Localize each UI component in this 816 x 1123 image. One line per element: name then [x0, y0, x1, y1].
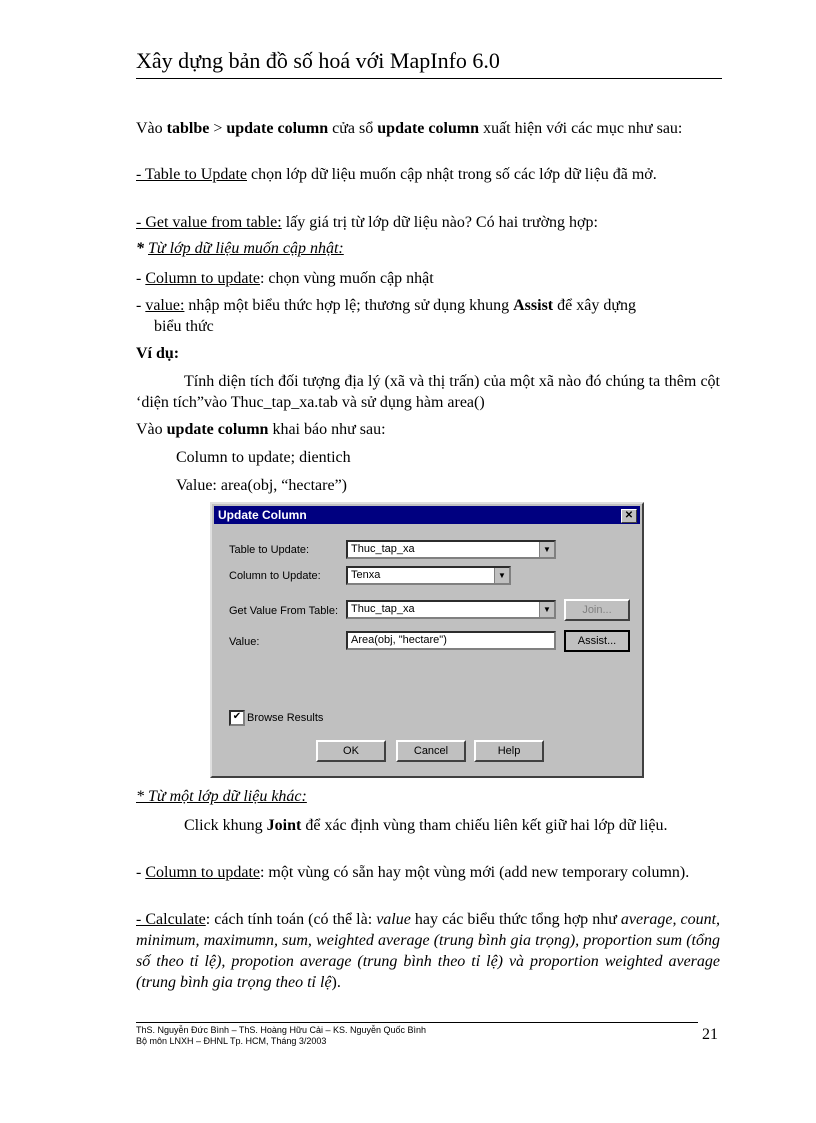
table-to-update-label: Table to Update:: [229, 544, 310, 556]
browse-results-label: Browse Results: [247, 712, 324, 724]
joint-paragraph: [136, 815, 720, 836]
text: tablbe: [166, 120, 210, 137]
example-paragraph: Tính diện tích đối tượng địa lý (xã và thị trấn) của một xã nào đó chúng ta thêm cột ‘diện tích”vào Thuc_tap_xa.tab và sử dụng hàm area(): [136, 373, 720, 411]
text: chọn lớp dữ liệu muốn cập nhật trong số các lớp dữ liệu đã mở.: [247, 166, 657, 183]
text: Column to update: [145, 864, 260, 881]
text: biểu thức: [154, 318, 214, 335]
get-value-from-table-label: Get Value From Table:: [229, 605, 339, 617]
calculate-paragraph: [136, 909, 720, 993]
column-to-update-value: Tenxa: [351, 569, 381, 581]
dialog-titlebar: [214, 506, 640, 524]
assist-button[interactable]: Assist...: [564, 630, 630, 652]
get-value-paragraph: [136, 212, 720, 233]
text: Click khung: [184, 817, 267, 834]
text: hay các biểu thức tổng hợp như: [410, 911, 621, 928]
column-to-update-paragraph: [136, 268, 720, 289]
text: value: [376, 911, 411, 928]
help-button[interactable]: Help: [474, 740, 544, 762]
text: Vào: [136, 120, 167, 137]
declare-line-1: Column to update; dientich: [176, 449, 351, 466]
chevron-down-icon[interactable]: ▼: [539, 602, 554, 617]
join-button[interactable]: Join...: [564, 599, 630, 621]
text: : cách tính toán (có thể là:: [205, 911, 377, 928]
chevron-down-icon[interactable]: ▼: [494, 568, 509, 583]
text: Vào: [136, 421, 167, 438]
text: xuất hiện với các mục như sau:: [479, 120, 683, 137]
text: average, count, minimum, maximumn, sum, weighted average (trung bình gia trọng), proportion sum (tổng số theo tỉ lệ), propotion average (trung bình theo tỉ lệ) và proportion weighted average (trung bình gia trọng theo tỉ lệ: [136, 911, 721, 991]
close-icon[interactable]: ✕: [621, 509, 637, 523]
get-value-from-table-value: Thuc_tap_xa: [351, 603, 415, 615]
footer-authors: ThS. Nguyễn Đức Bình – ThS. Hoàng Hữu Cải – KS. Nguyễn Quốc Bình: [136, 1025, 427, 1035]
column-to-update-select[interactable]: [346, 566, 511, 585]
text: : chọn vùng muốn cập nhật: [259, 270, 434, 287]
column-to-update-label: Column to Update:: [229, 570, 321, 582]
value-label: Value:: [229, 636, 260, 648]
text: : một vùng có sẵn hay một vùng mới (add new temporary column).: [259, 864, 690, 881]
text: -: [136, 270, 146, 287]
declare-line-2: Value: area(obj, “hectare”): [176, 477, 347, 494]
page-header-title: Xây dựng bản đồ số hoá với MapInfo 6.0: [136, 48, 722, 79]
example-heading: Ví dụ:: [136, 345, 180, 362]
page-footer: [136, 1022, 698, 1047]
text: khai báo như sau:: [268, 421, 386, 438]
chevron-down-icon[interactable]: ▼: [539, 542, 554, 557]
text: để xây dựng: [553, 297, 636, 314]
value-input[interactable]: Area(obj, "hectare"): [346, 631, 556, 650]
text: -: [136, 297, 146, 314]
table-to-update-paragraph: [136, 164, 720, 185]
table-to-update-value: Thuc_tap_xa: [351, 543, 415, 555]
intro-paragraph: [136, 118, 720, 139]
text: Từ lớp dữ liệu muốn cập nhật:: [148, 240, 344, 257]
text: để xác định vùng tham chiếu liên kết giữ hai lớp dữ liệu.: [301, 817, 668, 834]
text: Assist: [513, 297, 554, 314]
text: - Table to Update: [136, 166, 247, 183]
value-paragraph: [136, 295, 720, 337]
text: lấy giá trị từ lớp dữ liệu nào? Có hai trường hợp:: [281, 214, 598, 231]
case1-heading: [136, 238, 720, 259]
text: cửa sổ: [328, 120, 378, 137]
footer-department: Bộ môn LNXH – ĐHNL Tp. HCM, Tháng 3/2003: [136, 1036, 327, 1046]
dialog-title: Update Column: [218, 508, 307, 522]
text: update column: [226, 120, 329, 137]
text: Column to update: [145, 270, 260, 287]
text: value:: [145, 297, 185, 314]
page-number: 21: [702, 1026, 718, 1043]
text: nhập một biểu thức hợp lệ; thương sử dụng khung: [184, 297, 514, 314]
text: >: [209, 120, 227, 137]
get-value-from-table-select[interactable]: [346, 600, 556, 619]
ok-button[interactable]: OK: [316, 740, 386, 762]
text: -: [136, 864, 146, 881]
text: ).: [331, 974, 341, 991]
text: *: [136, 240, 148, 257]
update-column-dialog: [210, 502, 644, 778]
text: - Calculate: [136, 911, 206, 928]
case2-heading: * Từ một lớp dữ liệu khác:: [136, 788, 307, 805]
text: Joint: [266, 817, 302, 834]
text: update column: [377, 120, 480, 137]
declare-paragraph: [136, 419, 720, 440]
text: - Get value from table:: [136, 214, 282, 231]
browse-results-checkbox[interactable]: ✔: [229, 710, 245, 726]
table-to-update-select[interactable]: [346, 540, 556, 559]
column-to-update-2-paragraph: [136, 862, 720, 883]
text: update column: [166, 421, 269, 438]
cancel-button[interactable]: Cancel: [396, 740, 466, 762]
